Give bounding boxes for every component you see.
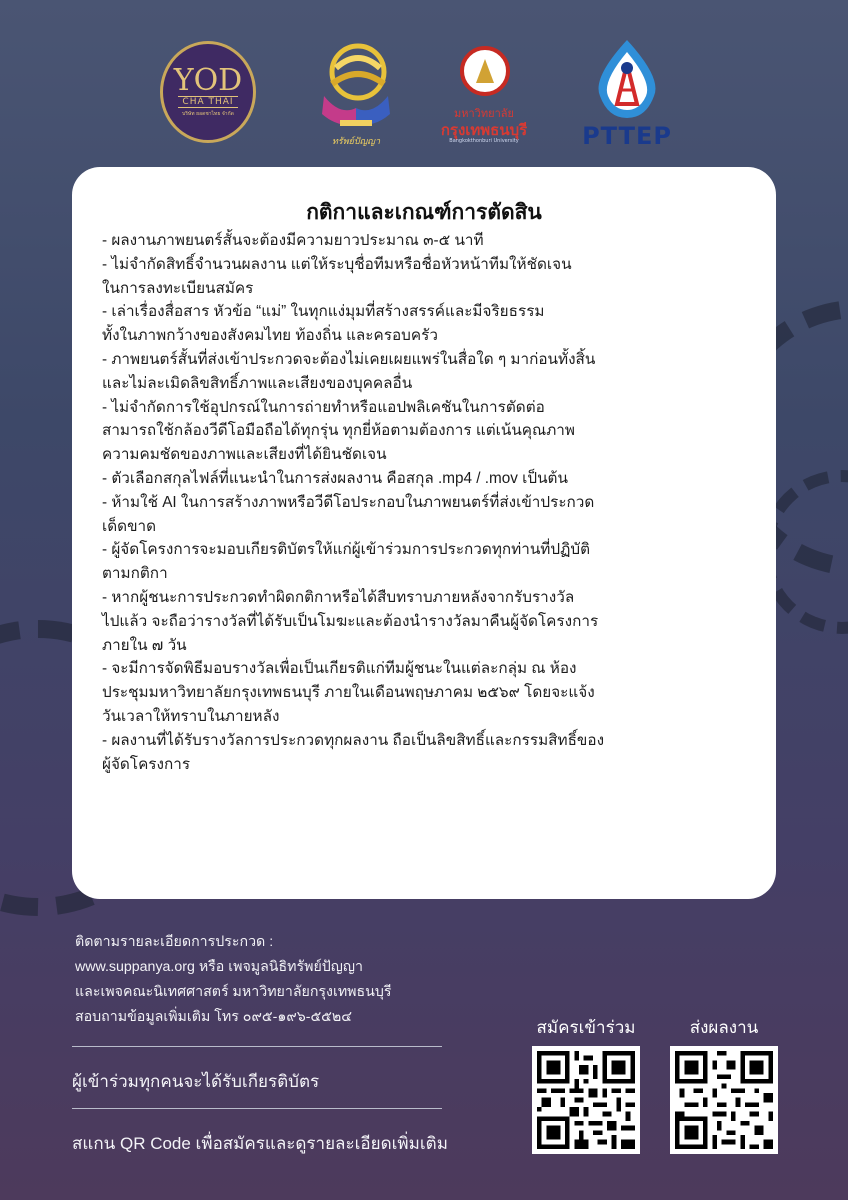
divider xyxy=(72,1108,442,1109)
scan-qr-note: สแกน QR Code เพื่อสมัครและดูรายละเอียดเพิ่มเติม xyxy=(72,1134,448,1153)
certificate-note: ผู้เข้าร่วมทุกคนจะได้รับเกียรติบัตร xyxy=(72,1072,320,1091)
qr-code-submit[interactable] xyxy=(670,1046,778,1154)
qr-submit-label: ส่งผลงาน xyxy=(689,1018,759,1037)
university-seal-icon xyxy=(460,46,510,96)
rule-item: - ห้ามใช้ AI ในการสร้างภาพหรือวีดีโอประกอบในภาพยนตร์ที่ส่งเข้าประกวด เด็ดขาด xyxy=(102,493,595,535)
rule-item: - จะมีการจัดพิธีมอบรางวัลเพื่อเป็นเกียรติแก่ทีมผู้ชนะในแต่ละกลุ่ม ณ ห้อง ประชุมมหาวิทยาลัยกรุงเทพธนบุรี ภายในเดือนพฤษภาคม ๒๕๖๙ โดยจะแจ้ง วันเวลาให้ทราบในภายหลัง xyxy=(102,660,595,725)
rule-item: - เล่าเรื่องสื่อสาร หัวข้อ “แม่” ในทุกแง่มุมที่สร้างสรรค์และมีจริยธรรม ทั้งในภาพกว้างของสังคมไทย ท้องถิ่น และครอบครัว xyxy=(102,303,545,345)
contact-info xyxy=(75,930,535,1030)
rules-title: กติกาและเกณฑ์การตัดสิน xyxy=(306,200,542,224)
contact-facebook-page: และเพจคณะนิเทศศาสตร์ มหาวิทยาลัยกรุงเทพธนบุรี xyxy=(75,984,392,1000)
qr-code-icon xyxy=(537,1051,635,1149)
rule-item: - ภาพยนตร์สั้นที่ส่งเข้าประกวดจะต้องไม่เคยเผยแพร่ในสื่อใด ๆ มาก่อนทั้งสิ้น และไม่ละเมิดลิขสิทธิ์ภาพและเสียงของบุคคลอื่น xyxy=(102,350,596,392)
rule-item: - ผู้จัดโครงการจะมอบเกียรติบัตรให้แก่ผู้เข้าร่วมการประกวดทุกท่านที่ปฏิบัติ ตามกติกา xyxy=(102,541,591,583)
bangkokthonburi-university-logo: มหาวิทยาลัย กรุงเทพธนบุรี Bangkokthonburi University xyxy=(428,42,540,150)
rule-item: - ไม่จำกัดสิทธิ์จำนวนผลงาน แต่ให้ระบุชื่อทีมหรือชื่อหัวหน้าทีมให้ชัดเจน ในการลงทะเบียนสมัคร xyxy=(102,255,572,297)
divider xyxy=(72,1046,442,1047)
contact-heading: ติดตามรายละเอียดการประกวด : xyxy=(75,934,274,950)
rules-list xyxy=(102,229,746,776)
rule-item: - ผลงานภาพยนตร์สั้นจะต้องมีความยาวประมาณ ๓-๕ นาที xyxy=(102,232,484,249)
qr-code-icon xyxy=(675,1051,773,1149)
qr-register-label: สมัครเข้าร่วม xyxy=(536,1018,636,1037)
rules-card xyxy=(72,167,776,899)
suppanya-emblem-icon xyxy=(318,38,394,134)
yod-cha-thai-logo: YOD CHA THAI บริษัท ยอดชาไทย จำกัด xyxy=(160,41,256,143)
sponsor-logos xyxy=(0,38,848,153)
rule-item: - ตัวเลือกสกุลไฟล์ที่แนะนำในการส่งผลงาน คือสกุล .mp4 / .mov เป็นต้น xyxy=(102,469,568,487)
pttep-flame-icon xyxy=(562,38,692,122)
rule-item: - หากผู้ชนะการประกวดทำผิดกติกาหรือได้สืบทราบภายหลังจากรับรางวัล ไปแล้ว จะถือว่ารางวัลที่ได้รับเป็นโมฆะและต้องนำรางวัลมาคืนผู้จัดโครงการ ภายใน ๗ วัน xyxy=(102,588,599,654)
qr-code-register[interactable] xyxy=(532,1046,640,1154)
pttep-logo: PTTEP xyxy=(562,38,692,150)
rule-item: - ผลงานที่ได้รับรางวัลการประกวดทุกผลงาน ถือเป็นลิขสิทธิ์และกรรมสิทธิ์ของ ผู้จัดโครงการ xyxy=(102,731,605,773)
suppanya-foundation-logo: ทรัพย์ปัญญา xyxy=(318,38,394,150)
rule-item: - ไม่จำกัดการใช้อุปกรณ์ในการถ่ายทำหรือแอปพลิเคชันในการตัดต่อ สามารถใช้กล้องวีดีโอมือถือได้ทุกรุ่น ทุกยี่ห้อตามต้องการ แต่เน้นคุณภาพ ความคมชัดของภาพและเสียงที่ได้ยินชัดเจน xyxy=(102,398,575,464)
contact-website: www.suppanya.org หรือ เพจมูลนิธิทรัพย์ปัญญา xyxy=(75,959,363,975)
contact-phone: สอบถามข้อมูลเพิ่มเติม โทร ๐๙๕-๑๙๖-๕๕๒๔ xyxy=(75,1009,353,1025)
